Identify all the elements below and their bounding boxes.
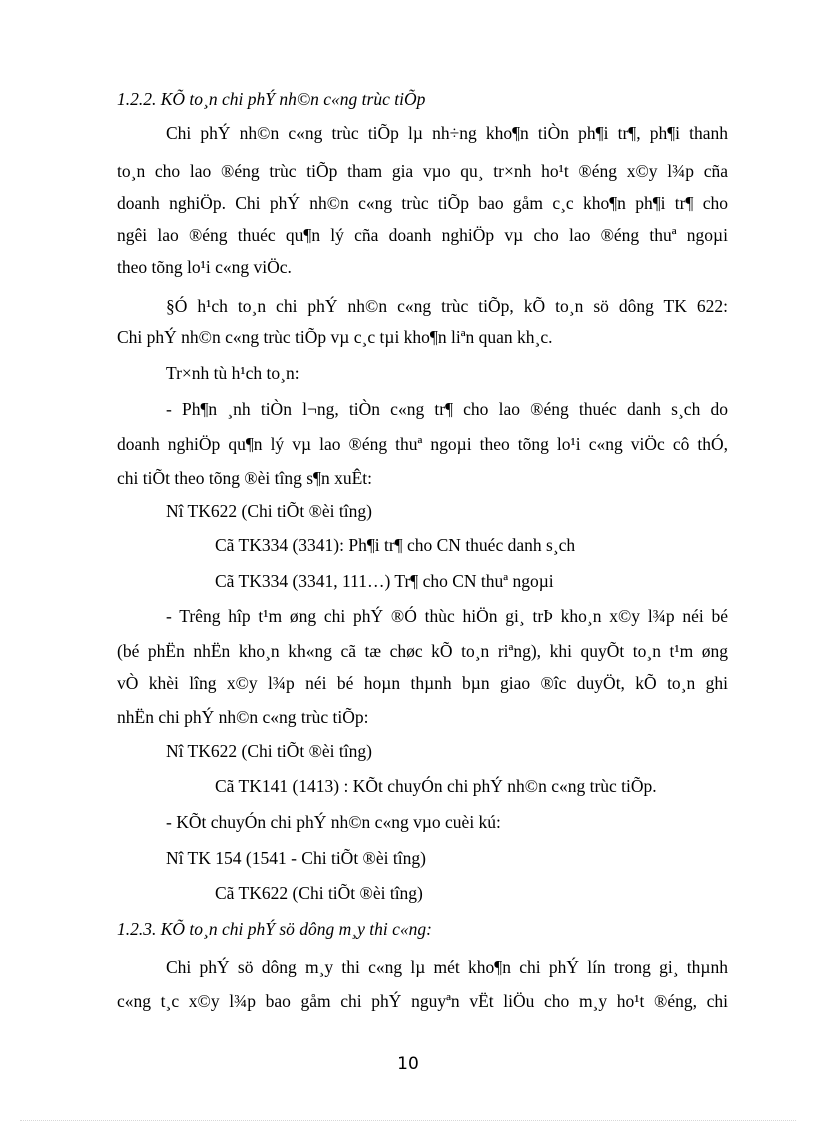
- journal-debit-line: Nî TK622 (Chi tiÕt ®èi tîng): [166, 501, 372, 521]
- paragraph-line: to¸n cho lao ®éng trùc tiÕp tham gia vµo qu¸ tr×nh ho¹t ®éng x©y l¾p cña: [117, 161, 728, 181]
- paragraph-line: theo tõng lo¹i c«ng viÖc.: [117, 257, 292, 277]
- paragraph-line: doanh nghiÖp. Chi phÝ nh©n c«ng trùc tiÕp bao gåm c¸c kho¶n ph¶i tr¶ cho: [117, 193, 728, 213]
- procedure-label: Tr×nh tù h¹ch to¸n:: [166, 363, 300, 383]
- journal-credit-line: Cã TK141 (1413) : KÕt chuyÓn chi phÝ nh©n c«ng trùc tiÕp.: [215, 776, 657, 796]
- journal-debit-line: Nî TK 154 (1541 - Chi tiÕt ®èi tîng): [166, 848, 426, 868]
- paragraph-line: doanh nghiÖp qu¶n lý vµ lao ®éng thuª ngoµi theo tõng lo¹i c«ng viÖc cô thÓ,: [117, 434, 728, 454]
- paragraph-line: - KÕt chuyÓn chi phÝ nh©n c«ng vµo cuèi kú:: [166, 812, 501, 832]
- paragraph-line: (bé phËn nhËn kho¸n kh«ng cã tæ chøc kÕ to¸n riªng), khi quyÕt to¸n t¹m øng: [117, 641, 728, 661]
- paragraph-line: chi tiÕt theo tõng ®èi tîng s¶n xuÊt:: [117, 468, 373, 488]
- paragraph-line: §Ó h¹ch to¸n chi phÝ nh©n c«ng trùc tiÕp, kÕ to¸n sö dông TK 622:: [166, 296, 728, 316]
- page-bottom-divider: [20, 1120, 796, 1121]
- page-number: 10: [397, 1054, 419, 1074]
- paragraph-line: ngêi lao ®éng thuéc qu¶n lý cña doanh nghiÖp vµ cho lao ®éng thuª ngoµi: [117, 225, 728, 245]
- paragraph-line: c«ng t¸c x©y l¾p bao gåm chi phÝ nguyªn vËt liÖu cho m¸y ho¹t ®éng, chi: [117, 991, 728, 1011]
- section-heading-1-2-2: 1.2.2. KÕ to¸n chi phÝ nh©n c«ng trùc tiÕp: [117, 89, 426, 109]
- journal-credit-line: Cã TK622 (Chi tiÕt ®èi tîng): [215, 883, 423, 903]
- journal-credit-line: Cã TK334 (3341): Ph¶i tr¶ cho CN thuéc danh s¸ch: [215, 535, 576, 555]
- paragraph-line: Chi phÝ nh©n c«ng trùc tiÕp vµ c¸c tµi kho¶n liªn quan kh¸c.: [117, 327, 553, 347]
- paragraph-line: vÒ khèi lîng x©y l¾p néi bé hoµn thµnh bµn giao ®îc duyÖt, kÕ to¸n ghi: [117, 673, 728, 693]
- paragraph-line: Chi phÝ sö dông m¸y thi c«ng lµ mét kho¶n chi phÝ lín trong gi¸ thµnh: [166, 957, 728, 977]
- paragraph-line: nhËn chi phÝ nh©n c«ng trùc tiÕp:: [117, 707, 369, 727]
- journal-debit-line: Nî TK622 (Chi tiÕt ®èi tîng): [166, 741, 372, 761]
- paragraph-line: - Trêng hîp t¹m øng chi phÝ ®Ó thùc hiÖn gi¸ trÞ kho¸n x©y l¾p néi bé: [166, 606, 728, 626]
- journal-credit-line: Cã TK334 (3341, 111…) Tr¶ cho CN thuª ngoµi: [215, 571, 554, 591]
- paragraph-line: - Ph¶n ¸nh tiÒn l¬ng, tiÒn c«ng tr¶ cho lao ®éng thuéc danh s¸ch do: [166, 399, 728, 419]
- paragraph-line: Chi phÝ nh©n c«ng trùc tiÕp lµ nh÷ng kho¶n tiÒn ph¶i tr¶, ph¶i thanh: [166, 123, 728, 143]
- section-heading-1-2-3: 1.2.3. KÕ to¸n chi phÝ sö dông m¸y thi c«ng:: [117, 919, 432, 939]
